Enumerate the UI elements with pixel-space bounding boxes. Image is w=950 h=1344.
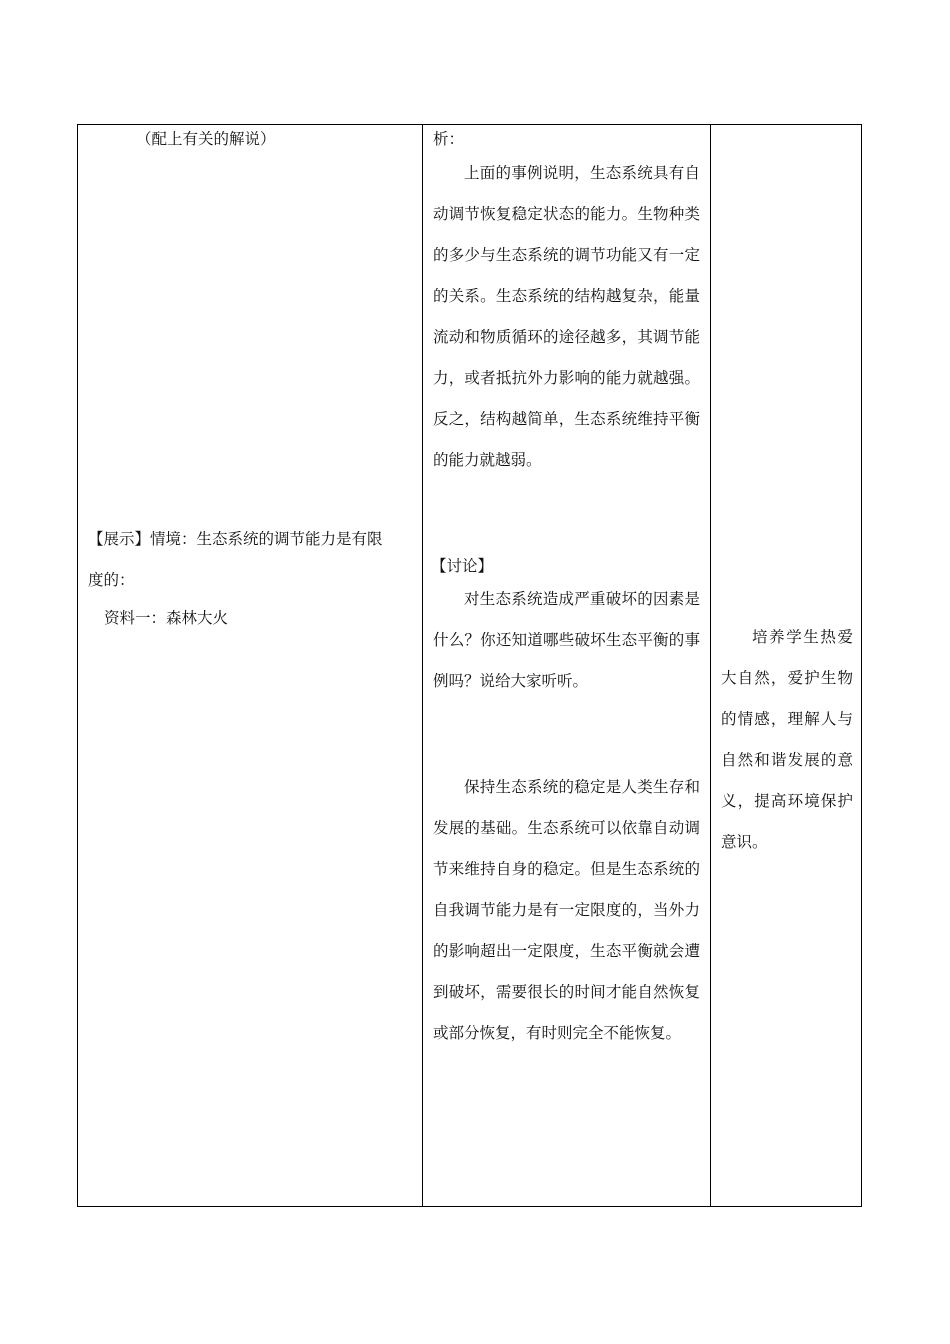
- discussion-question: 对生态系统造成严重破坏的因素是什么？你还知道哪些破坏生态平衡的事例吗？说给大家听听。: [433, 590, 700, 690]
- student-activity-cell: [423, 125, 710, 1206]
- paragraph-stability: 保持生态系统的稳定是人类生存和发展的基础。生态系统可以依靠自动调节来维持自身的稳定。但是生态系统的自我调节能力是有一定限度的，当外力的影响超出一定限度，生态平衡就会遭到破坏，需要很长的时间才能自然恢复或部分恢复，有时则完全不能恢复。: [433, 778, 700, 1042]
- discussion-heading: 【讨论】: [431, 557, 494, 575]
- design-intent-cell: [711, 125, 862, 1206]
- teacher-activity-cell: [78, 125, 422, 1206]
- explanation-note: （配上有关的解说）: [136, 130, 276, 148]
- analysis-tail: 析：: [433, 130, 465, 148]
- paragraph-self-regulation: 上面的事例说明，生态系统具有自动调节恢复稳定状态的能力。生物种类的多少与生态系统的调节功能又有一定的关系。生态系统的结构越复杂，能量流动和物质循环的途径越多，其调节能力，或者抵抗外力影响的能力就越强。反之，结构越简单，生态系统维持平衡的能力就越弱。: [433, 164, 700, 469]
- show-heading-line2: 度的：: [88, 571, 135, 589]
- teaching-goal: 培养学生热爱大自然，爱护生物的情感，理解人与自然和谐发展的意义，提高环境保护意识。: [721, 628, 853, 851]
- material-one: 资料一：森林大火: [104, 609, 229, 627]
- show-heading-line1: 【展示】情境：生态系统的调节能力是有限: [88, 530, 383, 548]
- lesson-table: [77, 124, 862, 1207]
